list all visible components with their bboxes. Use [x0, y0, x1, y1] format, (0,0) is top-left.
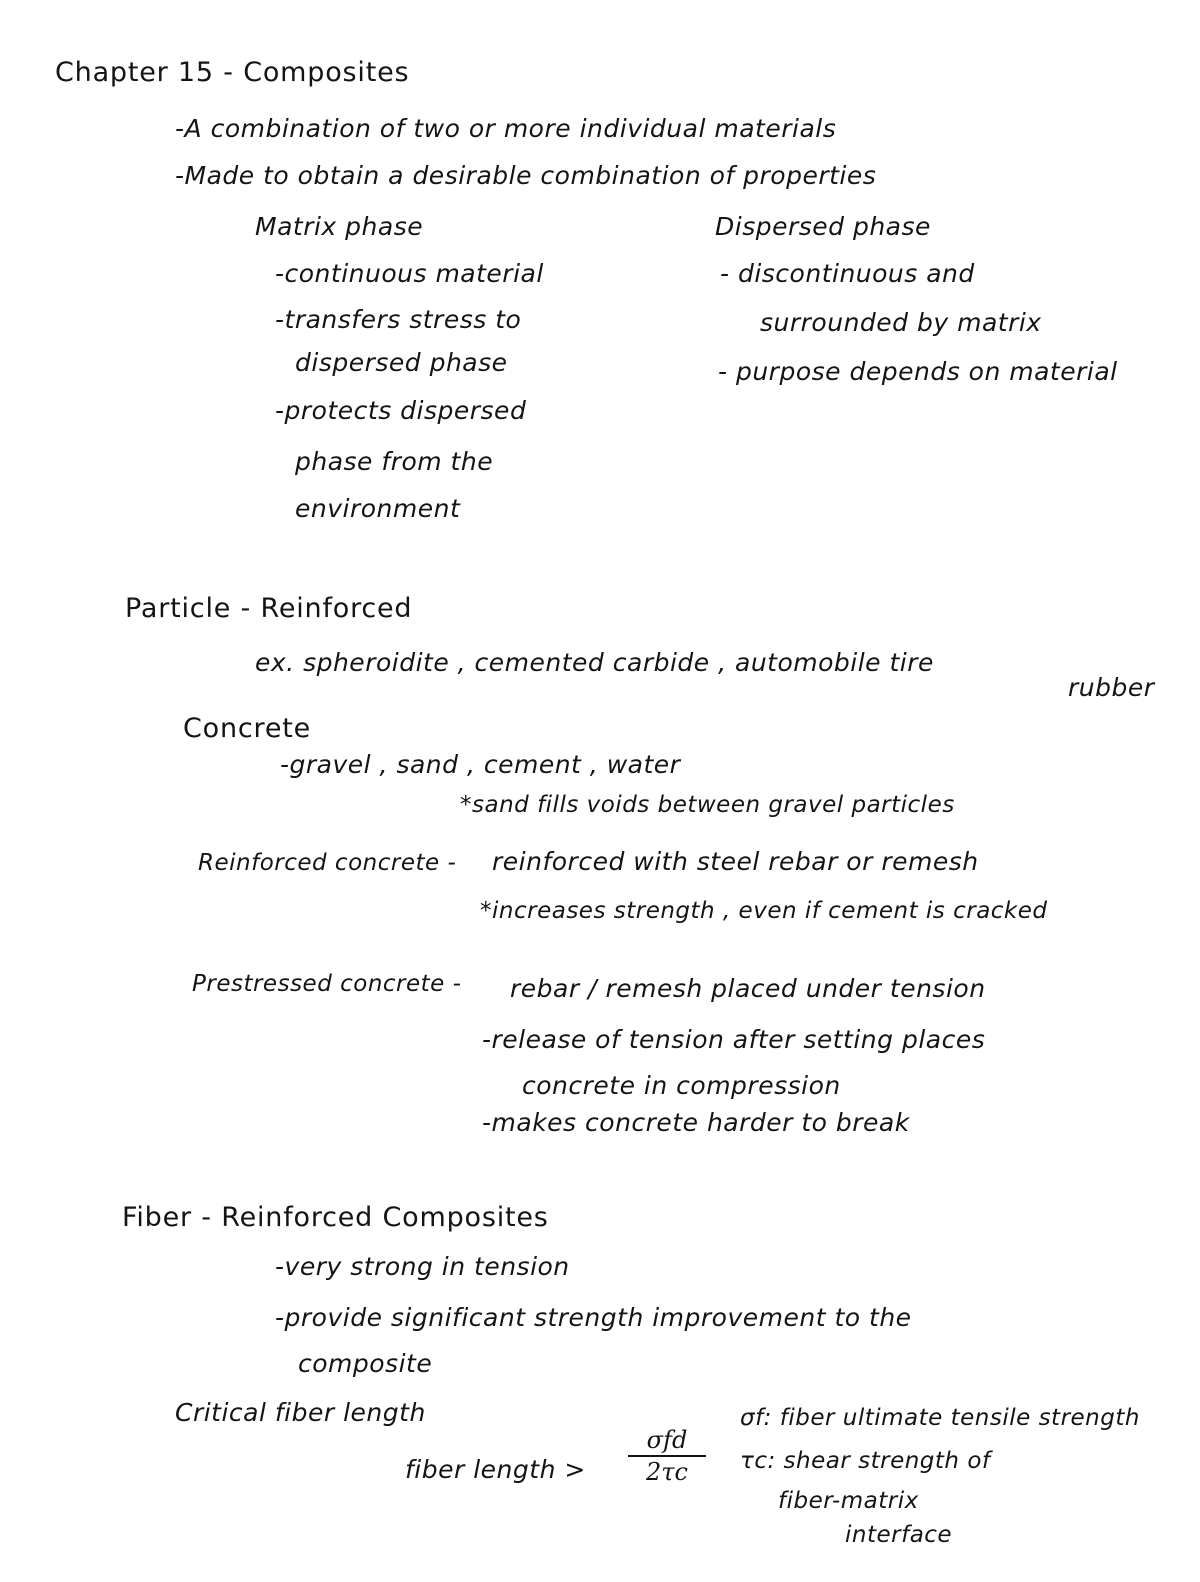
fiber-reinforced-heading: Fiber - Reinforced Composites: [122, 1202, 549, 1233]
dispersed-phase-line: - purpose depends on material: [718, 357, 1118, 386]
matrix-phase-line: phase from the: [295, 447, 494, 476]
prestressed-line: -release of tension after setting places: [482, 1025, 986, 1054]
concrete-heading: Concrete: [183, 713, 312, 744]
legend-line: interface: [845, 1522, 953, 1548]
prestressed-line: rebar / remesh placed under tension: [510, 974, 986, 1003]
concrete-ingredients: -gravel , sand , cement , water: [280, 750, 681, 779]
particle-reinforced-heading: Particle - Reinforced: [125, 593, 413, 624]
fraction-numerator: σfd: [628, 1426, 706, 1457]
matrix-phase-heading: Matrix phase: [255, 212, 424, 241]
reinforced-concrete-label: Reinforced concrete -: [198, 850, 457, 876]
reinforced-concrete-note: *increases strength , even if cement is cracked: [480, 898, 1048, 924]
fraction-denominator: 2τc: [646, 1458, 688, 1486]
critical-fiber-heading: Critical fiber length: [175, 1398, 426, 1427]
dispersed-phase-line: - discontinuous and: [720, 259, 975, 288]
concrete-note: *sand fills voids between gravel particles: [460, 792, 955, 818]
critical-length-fraction: [628, 1426, 706, 1486]
matrix-phase-line: -transfers stress to: [275, 305, 522, 334]
dispersed-phase-heading: Dispersed phase: [715, 212, 931, 241]
fiber-reinforced-line: -provide significant strength improvement to the: [275, 1303, 912, 1332]
dispersed-phase-line: surrounded by matrix: [760, 308, 1042, 337]
chapter-title: Chapter 15 - Composites: [55, 57, 410, 88]
particle-examples: ex. spheroidite , cemented carbide , automobile tire: [255, 648, 934, 677]
matrix-phase-line: environment: [295, 494, 461, 523]
intro-line-2: -Made to obtain a desirable combination of properties: [175, 161, 877, 190]
matrix-phase-line: -protects dispersed: [275, 396, 527, 425]
fiber-reinforced-line: -very strong in tension: [275, 1252, 570, 1281]
matrix-phase-line: -continuous material: [275, 259, 544, 288]
particle-examples-cont: rubber: [1068, 673, 1155, 702]
formula-lhs: fiber length >: [405, 1455, 586, 1484]
fiber-reinforced-line: composite: [298, 1349, 433, 1378]
legend-line: fiber-matrix: [778, 1488, 919, 1514]
legend-line: τc: shear strength of: [740, 1448, 991, 1474]
intro-line-1: -A combination of two or more individual materials: [175, 114, 837, 143]
prestressed-line: -makes concrete harder to break: [482, 1108, 910, 1137]
matrix-phase-line: dispersed phase: [295, 348, 508, 377]
legend-line: σf: fiber ultimate tensile strength: [740, 1405, 1140, 1431]
reinforced-concrete-line: reinforced with steel rebar or remesh: [492, 847, 979, 876]
prestressed-line: concrete in compression: [522, 1071, 841, 1100]
prestressed-concrete-label: Prestressed concrete -: [192, 971, 462, 997]
